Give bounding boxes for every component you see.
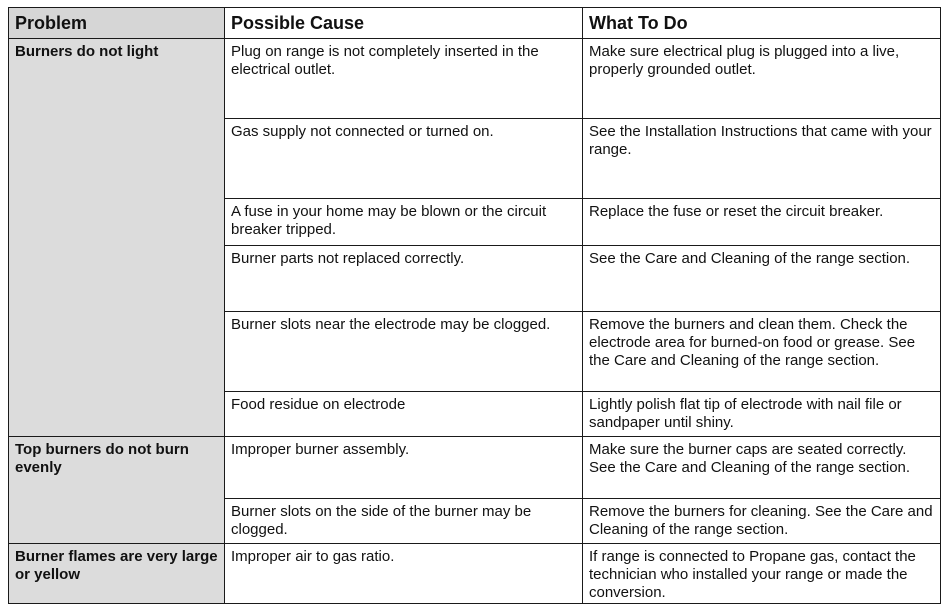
action-cell: See the Care and Cleaning of the range section.	[583, 246, 941, 312]
table-row	[9, 544, 941, 604]
cause-cell: Improper air to gas ratio.	[225, 544, 583, 604]
action-cell: Make sure electrical plug is plugged into a live, properly grounded outlet.	[583, 39, 941, 119]
action-cell: Lightly polish flat tip of electrode with nail file or sandpaper until shiny.	[583, 392, 941, 437]
cause-cell: Burner parts not replaced correctly.	[225, 246, 583, 312]
header-problem: Problem	[9, 8, 225, 39]
cause-cell: Burner slots on the side of the burner may be clogged.	[225, 499, 583, 544]
header-what-to-do: What To Do	[583, 8, 941, 39]
action-cell: See the Installation Instructions that came with your range.	[583, 119, 941, 199]
header-row	[9, 8, 941, 39]
table-row	[9, 437, 941, 499]
action-cell: Make sure the burner caps are seated correctly. See the Care and Cleaning of the range section.	[583, 437, 941, 499]
action-cell: Remove the burners for cleaning. See the Care and Cleaning of the range section.	[583, 499, 941, 544]
table-row	[9, 39, 941, 119]
cause-cell: Burner slots near the electrode may be clogged.	[225, 312, 583, 392]
header-possible-cause: Possible Cause	[225, 8, 583, 39]
cause-cell: Food residue on electrode	[225, 392, 583, 437]
cause-cell: Gas supply not connected or turned on.	[225, 119, 583, 199]
problem-cell: Top burners do not burn evenly	[9, 437, 225, 544]
cause-cell: A fuse in your home may be blown or the circuit breaker tripped.	[225, 199, 583, 246]
cause-cell: Plug on range is not completely inserted in the electrical outlet.	[225, 39, 583, 119]
action-cell: Replace the fuse or reset the circuit breaker.	[583, 199, 941, 246]
troubleshooting-table	[8, 7, 941, 604]
action-cell: If range is connected to Propane gas, contact the technician who installed your range or made the conversion.	[583, 544, 941, 604]
cause-cell: Improper burner assembly.	[225, 437, 583, 499]
action-cell: Remove the burners and clean them. Check the electrode area for burned-on food or grease. See the Care and Cleaning of the range section.	[583, 312, 941, 392]
problem-cell: Burners do not light	[9, 39, 225, 437]
problem-cell: Burner flames are very large or yellow	[9, 544, 225, 604]
